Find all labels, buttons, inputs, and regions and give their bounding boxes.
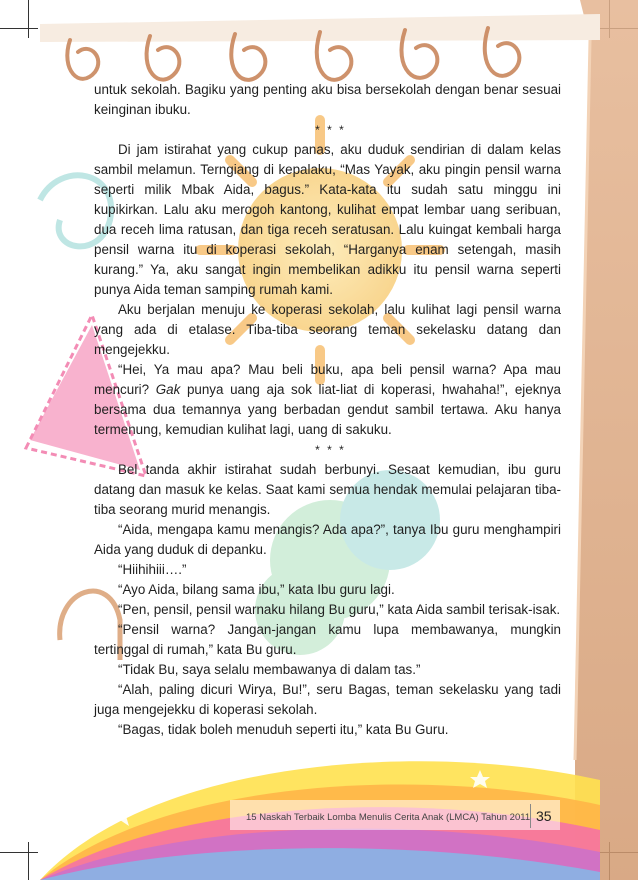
story-paragraph: “Ayo Aida, bilang sama ibu,” kata Ibu guru lagi. (118, 582, 395, 597)
story-paragraph: “Hiihihiii….” (118, 562, 187, 577)
story-paragraph: “Tidak Bu, saya selalu membawanya di dalam tas.” (118, 662, 421, 677)
page-number: 35 (536, 808, 552, 824)
story-paragraph: Di jam istirahat yang cukup panas, aku duduk sendirian di dalam kelas sambil melamun. Terngiang di kepalaku, “Mas Yayak, aku pingin pensil warna seperti milik Mbak Aida, bagus.” Kata-kata itu sudah satu minggu ini kupikirkan. Lalu aku merogoh kantong, kulihat empat lembar uang seribuan, dua receh lima ratusan, dan tiga receh seratusan. Lalu kuingat kembali harga pensil warna itu di koperasi sekolah, “Harganya enam setengah, masih kurang.” Ya, aku sangat ingin membelikan adikku itu pensil warna seperti punya Aida teman samping rumah kami. (94, 142, 561, 297)
section-separator: * * * (315, 123, 346, 137)
paragraph-text: punya uang aja sok liat-liat di koperasi, hwahaha!”, ejeknya bersama dua temannya yang berbadan gendut sambil tertawa. Aku hanya termenung, kemudian kulihat lagi, uang di sakuku. (94, 382, 562, 437)
paragraph-text: “Hei, Ya mau apa? Mau beli buku, apa beli pensil warna? Apa mau mencuri? (94, 362, 561, 397)
footer-divider (530, 804, 531, 828)
story-paragraph: “Pen, pensil, pensil warnaku hilang Bu guru,” kata Aida sambil terisak-isak. (118, 602, 561, 617)
story-text (94, 80, 561, 740)
section-separator: * * * (315, 443, 346, 457)
italic-word: Gak (155, 382, 181, 397)
story-paragraph: Aku berjalan menuju ke koperasi sekolah, lalu kulihat lagi pensil warna yang ada di etalase. Tiba-tiba seorang teman sekelasku datang dan mengejekku. (94, 302, 561, 357)
story-paragraph: untuk sekolah. Bagiku yang penting aku bisa bersekolah dengan benar sesuai keinginan ibuku. (94, 82, 561, 117)
story-paragraph: “Alah, paling dicuri Wirya, Bu!”, seru Bagas, teman sekelasku yang tadi juga mengejekku di koperasi sekolah. (94, 682, 561, 717)
story-paragraph: Bel tanda akhir istirahat sudah berbunyi. Sesaat kemudian, ibu guru datang dan masuk ke kelas. Saat kami semua hendak memulai pelajaran tiba-tiba seorang murid menangis. (94, 462, 561, 517)
book-title-footer: 15 Naskah Terbaik Lomba Menulis Cerita Anak (LMCA) Tahun 2011 (246, 812, 531, 823)
frame-shape (575, 0, 638, 880)
story-paragraph: “Bagas, tidak boleh menuduh seperti itu,” kata Bu Guru. (118, 722, 449, 737)
story-paragraph: “Aida, mengapa kamu menangis? Ada apa?”, tanya Ibu guru menghampiri Aida yang duduk di depanku. (94, 522, 561, 557)
story-paragraph: “Pensil warna? Jangan-jangan kamu lupa membawanya, mungkin tertinggal di rumah,” kata Bu guru. (94, 622, 561, 657)
story-paragraph (94, 360, 561, 440)
